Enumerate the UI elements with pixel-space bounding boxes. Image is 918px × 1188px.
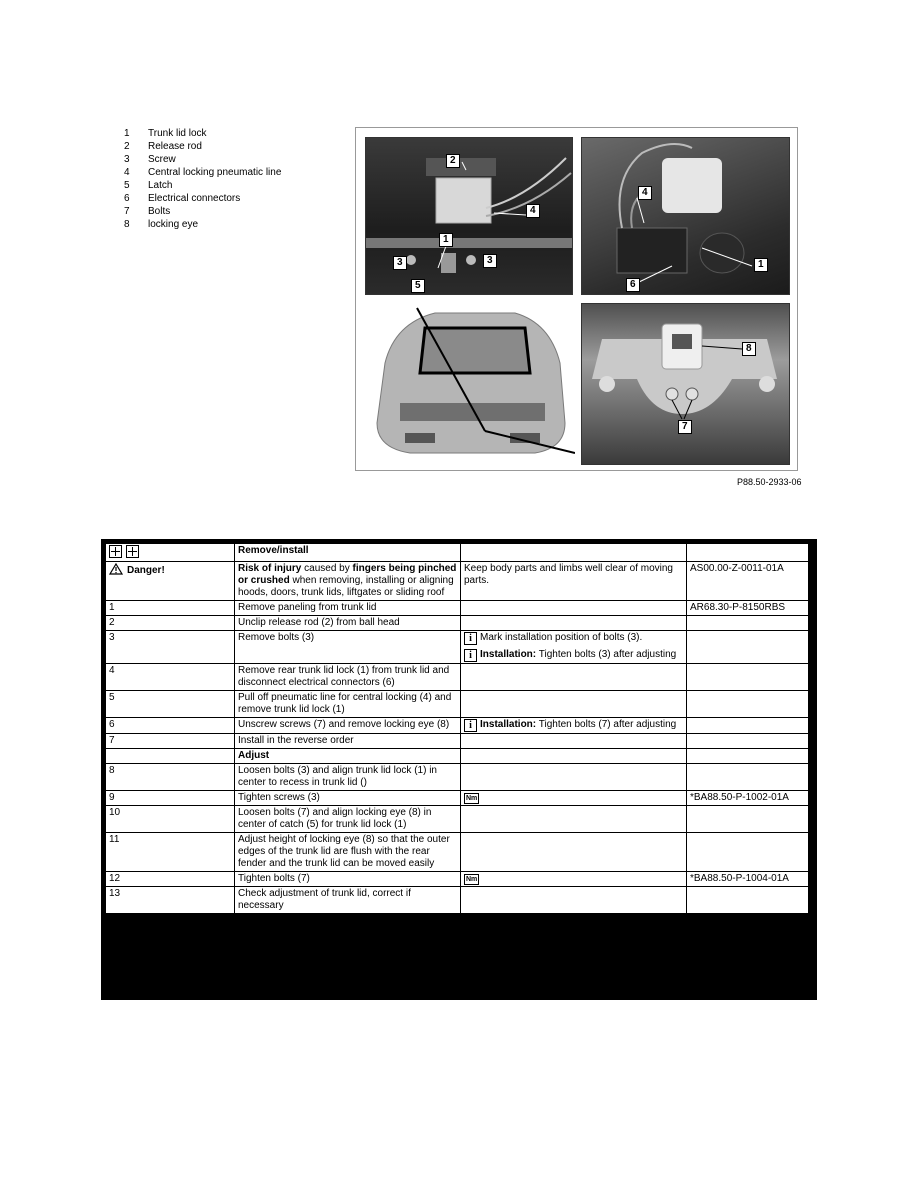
callout-2: 2 — [446, 154, 460, 168]
legend-item: 4 Central locking pneumatic line — [124, 167, 282, 178]
legend-item: 1 Trunk lid lock — [124, 128, 207, 139]
legend-item: 7 Bolts — [124, 206, 171, 217]
photo-trunk-lid-interior — [365, 137, 573, 295]
warning-icon — [109, 563, 123, 575]
trunk-lid-interior-illustration — [366, 138, 572, 294]
callout-7: 7 — [678, 420, 692, 434]
table-row: 11 Adjust height of locking eye (8) so that the outer edges of the trunk lid are flush with the rear fender and the trunk lid can be moved easily — [106, 833, 809, 872]
callout-6: 6 — [626, 278, 640, 292]
danger-row: Danger! Risk of injury caused by fingers being pinched or crushed when removing, installing or aligning hoods, doors, trunk lids, liftgates or sliding roof Keep body parts and limbs well clear of moving parts. AS00.00-Z-0011-01A — [106, 562, 809, 601]
info-icon: i — [464, 649, 477, 662]
table-row: 9 Tighten screws (3) Nm *BA88.50-P-1002-01A — [106, 791, 809, 806]
reference-link[interactable]: *BA88.50-P-1002-01A — [687, 791, 809, 806]
reference-link[interactable]: *BA88.50-P-1004-01A — [687, 872, 809, 887]
callout-5: 5 — [411, 279, 425, 293]
table-row: 12 Tighten bolts (7) Nm *BA88.50-P-1004-01A — [106, 872, 809, 887]
table-row: 5 Pull off pneumatic line for central locking (4) and remove trunk lid lock (1) — [106, 691, 809, 718]
callout-1: 1 — [439, 233, 453, 247]
legend-item: 2 Release rod — [124, 141, 202, 152]
adjust-heading: Adjust — [235, 749, 461, 764]
table-row: 4 Remove rear trunk lid lock (1) from trunk lid and disconnect electrical connectors (6) — [106, 664, 809, 691]
callout-3-right: 3 — [483, 254, 497, 268]
table-header-row — [106, 544, 809, 562]
table-row: 3 Remove bolts (3) i Mark installation position of bolts (3). i Installation: Tighten bolts (3) after adjusting — [106, 631, 809, 664]
legend-item: 8 locking eye — [124, 219, 199, 230]
photo-locking-eye — [581, 303, 790, 465]
adjust-section-row — [106, 749, 809, 764]
torque-icon: Nm — [466, 795, 478, 802]
figure-reference: P88.50-2933-06 — [737, 477, 802, 487]
procedure-table — [105, 543, 809, 914]
callout-1: 1 — [754, 258, 768, 272]
info-icon: i — [464, 632, 477, 645]
parts-legend — [124, 127, 281, 231]
legend-item: 5 Latch — [124, 180, 173, 191]
table-row: 2 Unclip release rod (2) from ball head — [106, 616, 809, 631]
legend-item: 3 Screw — [124, 154, 176, 165]
remove-install-icon — [126, 545, 139, 558]
table-row: 8 Loosen bolts (3) and align trunk lid lock (1) in center to recess in trunk lid () — [106, 764, 809, 791]
header-title: Remove/install — [235, 544, 461, 562]
danger-label: Danger! — [127, 565, 165, 576]
legend-item: 6 Electrical connectors — [124, 193, 241, 204]
torque-icon: Nm — [466, 876, 478, 883]
remove-install-icon — [109, 545, 122, 558]
photo-lock-assembly — [581, 137, 790, 295]
header-icons-cell — [106, 544, 235, 562]
table-row: 13 Check adjustment of trunk lid, correct if necessary — [106, 887, 809, 914]
locking-eye-illustration — [582, 304, 789, 464]
reference-link[interactable]: AS00.00-Z-0011-01A — [687, 562, 809, 601]
car-rear-illustration — [365, 303, 575, 463]
reference-link[interactable]: AR68.30-P-8150RBS — [687, 601, 809, 616]
info-icon: i — [464, 719, 477, 732]
photo-car-rear-view — [365, 303, 575, 463]
trunk-lid-lock-figure — [355, 127, 798, 471]
table-row: 7 Install in the reverse order — [106, 734, 809, 749]
table-row: 6 Unscrew screws (7) and remove locking eye (8) i Installation: Tighten bolts (7) after adjusting — [106, 718, 809, 734]
table-row: 1 Remove paneling from trunk lid AR68.30-P-8150RBS — [106, 601, 809, 616]
callout-4: 4 — [526, 204, 540, 218]
callout-4: 4 — [638, 186, 652, 200]
procedure-table-frame — [101, 539, 817, 1000]
callout-3-left: 3 — [393, 256, 407, 270]
callout-8: 8 — [742, 342, 756, 356]
table-row: 10 Loosen bolts (7) and align locking eye (8) in center of catch (5) for trunk lid lock (1) — [106, 806, 809, 833]
